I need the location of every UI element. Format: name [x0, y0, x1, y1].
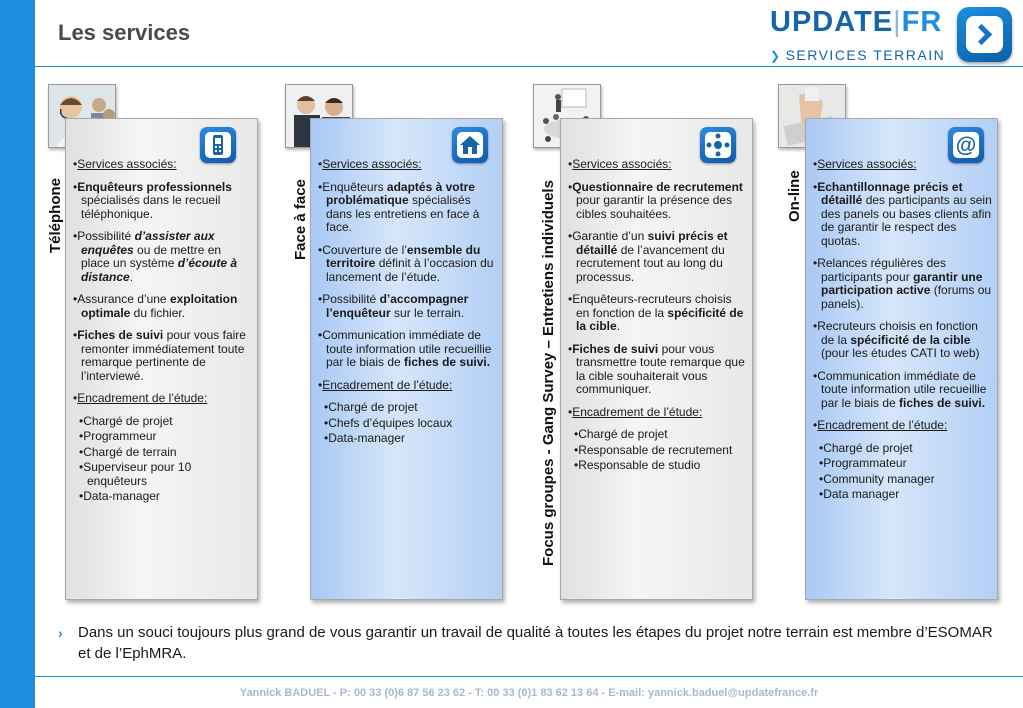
bullet-item — [568, 406, 748, 420]
bullet-text: d’accompagner l’enquêteur — [326, 292, 469, 320]
bullet-text: Communication immédiate de toute information utile recueillie par le biais de — [322, 328, 492, 369]
bullet-item — [318, 244, 498, 285]
service-panel-telephone — [65, 118, 258, 600]
chevron-right-icon: › — [58, 625, 63, 641]
bullet-item — [318, 379, 498, 393]
bullet-item — [318, 293, 498, 320]
bullet-text: Enquêteurs professionnels — [77, 179, 232, 194]
bullet-item — [568, 343, 748, 397]
logo-tagline-text: SERVICES TERRAIN — [785, 47, 946, 63]
bullet-item — [568, 293, 748, 334]
bullet-text: spécialisés dans le recueil téléphonique. — [81, 193, 221, 221]
bullet-item — [813, 320, 993, 361]
company-logo — [768, 4, 1018, 66]
bullet-text: Encadrement de l’étude: — [322, 377, 453, 392]
at-sign-icon — [948, 127, 984, 163]
bullet-text: adaptés à votre problématique — [326, 179, 475, 207]
team-list-item: • Chefs d’équipes locaux — [324, 417, 498, 431]
panel-content — [73, 158, 253, 506]
bullet-item — [73, 230, 253, 284]
bullet-text: fiches de suivi. — [404, 355, 491, 369]
team-list — [324, 401, 498, 446]
bullet-text: Enquêteurs — [322, 179, 387, 194]
bullet-item — [318, 329, 498, 370]
team-list-item: • Chargé de projet — [574, 428, 748, 442]
logo-wordmark — [770, 6, 942, 39]
bullet-text: pour vous faire remonter immédiatement toute remarque pertinente de l’interviewé. — [81, 328, 246, 383]
logo-tagline — [770, 47, 945, 63]
bullet-text: Services associés: — [77, 157, 177, 171]
vertical-label-telephone: Téléphone — [47, 177, 64, 253]
bullet-text: pour vous transmettre toute remarque que la cible souhaiterait vous communiquer. — [576, 341, 745, 396]
bullet-text: Fiches de suivi — [77, 328, 164, 342]
bullet-text: pour garantir la présence des cibles souhaitées. — [576, 193, 733, 221]
bullet-text: des participants au sein des panels ou bases clients afin de garantir le respect des quotas. — [821, 193, 992, 248]
service-panel-online — [805, 118, 998, 600]
left-accent-bar — [0, 0, 35, 708]
bullet-text: Encadrement de l’étude: — [572, 404, 703, 419]
footer-divider — [35, 676, 1023, 677]
bullet-text: spécificité de la cible — [576, 305, 744, 333]
bullet-text: Couverture de l’ — [322, 242, 407, 257]
bullet-text: d’assister aux enquêtes — [81, 229, 215, 257]
logo-separator: | — [893, 6, 902, 38]
team-list-item: • Chargé de projet — [819, 442, 993, 456]
bullet-text: ou de mettre en place un système — [81, 242, 222, 270]
logo-word-left: UPDATE — [770, 6, 894, 38]
page-title: Les services — [58, 20, 191, 45]
bullet-text: du fichier. — [130, 305, 186, 320]
service-panel-face-a-face — [310, 118, 503, 600]
bullet-item — [813, 419, 993, 433]
team-list-item: • Programmateur — [819, 457, 993, 471]
logo-word-right: FR — [901, 6, 943, 38]
bullet-item — [813, 181, 993, 249]
bullet-item — [73, 293, 253, 320]
panel-content — [813, 158, 993, 504]
bullet-item — [813, 370, 993, 411]
bullet-text: de l’avancement du recrutement tout au long du processus. — [576, 242, 725, 284]
bullet-text: Garantie d’un — [572, 229, 648, 243]
team-list-item: • Chargé de projet — [324, 401, 498, 415]
bullet-text: . — [129, 269, 134, 284]
house-icon — [452, 127, 488, 163]
bullet-text: fiches de suivi. — [899, 395, 986, 410]
bullet-text: sur le terrain. — [390, 305, 465, 320]
bullet-text: Enquêteurs-recruteurs choisis en fonction de la — [572, 292, 732, 320]
team-list-item: • Responsable de recrutement — [574, 444, 748, 458]
bullet-item — [73, 181, 253, 222]
team-list-item: • Chargé de projet — [79, 415, 253, 429]
panel-content — [568, 158, 748, 475]
bullet-text: exploitation optimale — [81, 292, 238, 320]
bullet-item — [813, 257, 993, 311]
team-list-item: • Superviseur pour 10 enquêteurs — [79, 461, 253, 488]
bullet-item — [568, 181, 748, 222]
bullet-text: définit à l’occasion du lancement de l’étude. — [326, 256, 494, 284]
bullet-text: Services associés: — [572, 157, 672, 171]
vertical-label-online: On-line — [786, 170, 803, 222]
team-list — [79, 415, 253, 504]
bullet-text: spécialisés dans les entretiens en face à face. — [326, 193, 480, 234]
bullet-text: Fiches de suivi — [572, 341, 659, 356]
svg-text:@: @ — [955, 134, 977, 157]
membership-note: Dans un souci toujours plus grand de vous garantir un travail de qualité à toutes les étapes du projet notre terrain est membre d’ESOMAR et de l’EphMRA. — [78, 624, 993, 662]
bullet-text: d’écoute à distance — [81, 256, 238, 284]
header-divider — [35, 66, 1023, 67]
network-icon — [700, 127, 736, 163]
team-list-item: • Responsable de studio — [574, 459, 748, 473]
bullet-text: Communication immédiate de toute information utile recueillie par le biais de — [817, 368, 987, 410]
bullet-text: . — [616, 319, 621, 333]
bullet-item — [568, 230, 748, 284]
bullet-text: Encadrement de l’étude: — [77, 391, 208, 405]
team-list-item: • Community manager — [819, 473, 993, 487]
team-list — [574, 428, 748, 473]
bullet-item — [318, 181, 498, 235]
bullet-text: Possibilité — [77, 229, 135, 243]
bullet-text: Encadrement de l’étude: — [817, 418, 948, 432]
bullet-text: Recruteurs choisis en fonction de la — [817, 319, 978, 347]
bullet-text: ensemble du territoire — [326, 242, 481, 270]
vertical-label-focus-groupes: Focus groupes - Gang Survey – Entretiens individuels — [540, 180, 557, 566]
team-list-item: • Data-manager — [324, 432, 498, 446]
bullet-text: garantir une participation active — [821, 269, 983, 297]
bullet-text: Questionnaire de recrutement — [572, 179, 743, 194]
bullet-text: Services associés: — [817, 157, 917, 171]
team-list-item: • Chargé de terrain — [79, 446, 253, 460]
team-list — [819, 442, 993, 502]
team-list-item: • Data-manager — [79, 490, 253, 504]
panel-content — [318, 158, 498, 448]
bullet-text: Possibilité — [322, 292, 380, 306]
service-panel-focus-groupes — [560, 118, 753, 600]
team-list-item: • Data manager — [819, 488, 993, 502]
bullet-text: Assurance d’une — [77, 292, 170, 306]
logo-chevron-icon — [957, 7, 1012, 62]
bullet-text: Relances régulières des participants pour — [817, 256, 946, 284]
mobile-phone-icon — [200, 127, 236, 163]
bullet-text: Services associés: — [322, 157, 422, 171]
bullet-text: (pour les études CATI to web) — [821, 346, 980, 360]
bullet-text: Echantillonnage précis et détaillé — [817, 179, 963, 207]
bullet-item — [73, 329, 253, 383]
bullet-text: suivi précis et détaillé — [576, 229, 728, 257]
vertical-label-face-a-face: Face à face — [292, 179, 309, 260]
bullet-text: (forums ou panels). — [821, 283, 992, 311]
footer-contact: Yannick BADUEL - P: 00 33 (0)6 87 56 23 62 - T: 00 33 (0)1 83 62 13 64 - E-mail: yannick.baduel@updatefrance.fr — [239, 687, 819, 699]
team-list-item: • Programmeur — [79, 430, 253, 444]
chevron-right-icon: ❯ — [770, 49, 782, 63]
bullet-text: spécificité de la cible — [850, 332, 971, 347]
bullet-item — [73, 392, 253, 406]
